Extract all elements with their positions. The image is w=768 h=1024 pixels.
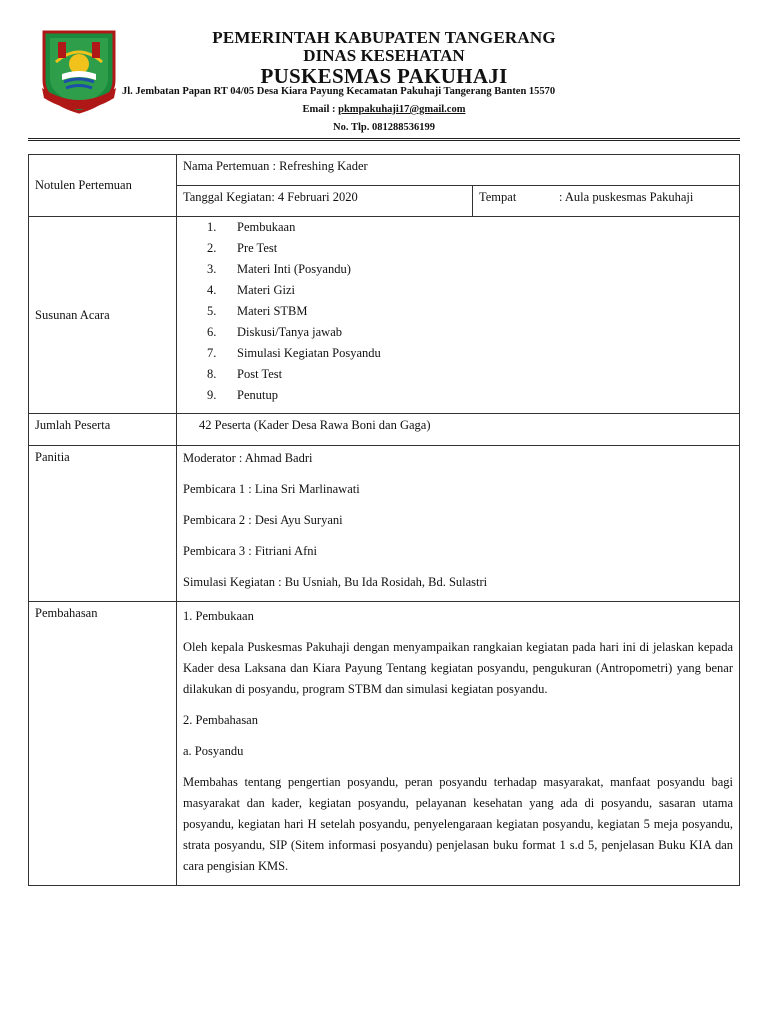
committee-speaker-2: Pembicara 2 : Desi Ayu Suryani bbox=[183, 513, 343, 527]
header-address: Jl. Jembatan Papan RT 04/05 Desa Kiara Payung Kecamatan Pakuhaji Tangerang Banten 15570 bbox=[122, 86, 556, 97]
header-email-line bbox=[0, 104, 768, 115]
agenda-item: 6. Diskusi/Tanya jawab bbox=[207, 325, 343, 339]
participants-label: Jumlah Peserta bbox=[29, 414, 177, 446]
committee-label: Panitia bbox=[29, 446, 177, 602]
discussion-section-1-text: Oleh kepala Puskesmas Pakuhaji dengan menyampaikan rangkaian kegiatan pada hari ini di jelaskan kepada Kader desa Laksana dan Kiara Payung Tentang kegiatan posyandu, pengukuran (Antropometri) yang benar dilakukan di posyandu, program STBM dan simulasi kegiatan posyandu. bbox=[183, 640, 733, 696]
discussion-cell bbox=[177, 602, 740, 886]
participants-value: 42 Peserta (Kader Desa Rawa Boni dan Gaga) bbox=[177, 414, 740, 446]
header-department: DINAS KESEHATAN bbox=[303, 46, 465, 65]
discussion-section-2a-title: a. Posyandu bbox=[183, 744, 244, 758]
header-puskesmas: PUSKESMAS PAKUHAJI bbox=[260, 64, 508, 88]
discussion-label: Pembahasan bbox=[29, 602, 177, 886]
committee-speaker-1: Pembicara 1 : Lina Sri Marlinawati bbox=[183, 482, 360, 496]
meeting-place bbox=[473, 186, 740, 217]
agenda-item: 3. Materi Inti (Posyandu) bbox=[207, 262, 351, 276]
agenda-item: 4. Materi Gizi bbox=[207, 283, 295, 297]
agenda-list bbox=[183, 217, 733, 406]
agenda-cell bbox=[177, 217, 740, 414]
header-phone: No. Tlp. 081288536199 bbox=[333, 122, 435, 133]
committee-cell bbox=[177, 446, 740, 602]
agenda-item: 7. Simulasi Kegiatan Posyandu bbox=[207, 346, 381, 360]
letterhead bbox=[0, 0, 768, 140]
committee-simulation: Simulasi Kegiatan : Bu Usniah, Bu Ida Rosidah, Bd. Sulastri bbox=[183, 575, 488, 589]
agenda-item: 8. Post Test bbox=[207, 367, 283, 381]
discussion-section-2a-text: Membahas tentang pengertian posyandu, peran posyandu terhadap masyarakat, manfaat posyandu bagi masyarakat dan kader, kegiatan posyandu, pelayanan kesehatan yang ada di posyandu, sasaran utama posyandu, kegiatan hari H setelah posyandu, penyelengaraan kegiatan posyandu, kegiatan 5 meja posyandu, strata posyandu, SIP (Sitem informasi posyandu) penjelasan buku format 1 s.d 5, penjelasan Buku KIA dan cara pengisian KMS. bbox=[183, 775, 733, 873]
agenda-item: 2. Pre Test bbox=[207, 241, 278, 255]
header-government: PEMERINTAH KABUPATEN TANGERANG bbox=[212, 28, 556, 47]
agenda-item: 5. Materi STBM bbox=[207, 304, 308, 318]
place-label: Tempat bbox=[479, 190, 517, 204]
header-rule-thin bbox=[28, 140, 740, 141]
minutes-table bbox=[28, 154, 740, 886]
place-value: : Aula puskesmas Pakuhaji bbox=[559, 190, 694, 204]
email-link[interactable]: pkmpakuhaji17@gmail.com bbox=[338, 104, 466, 115]
agenda-item: 1. Pembukaan bbox=[207, 220, 296, 234]
meeting-name: Nama Pertemuan : Refreshing Kader bbox=[177, 155, 740, 186]
meeting-date: Tanggal Kegiatan: 4 Februari 2020 bbox=[177, 186, 473, 217]
header-rule bbox=[28, 138, 740, 139]
discussion-section-2-title: 2. Pembahasan bbox=[183, 713, 258, 727]
agenda-label: Susunan Acara bbox=[29, 217, 177, 414]
email-label: Email : bbox=[302, 104, 339, 115]
notulen-label: Notulen Pertemuan bbox=[29, 155, 177, 217]
committee-speaker-3: Pembicara 3 : Fitriani Afni bbox=[183, 544, 318, 558]
committee-moderator: Moderator : Ahmad Badri bbox=[183, 451, 313, 465]
discussion-section-1-title: 1. Pembukaan bbox=[183, 609, 254, 623]
agenda-item: 9. Penutup bbox=[207, 388, 278, 402]
